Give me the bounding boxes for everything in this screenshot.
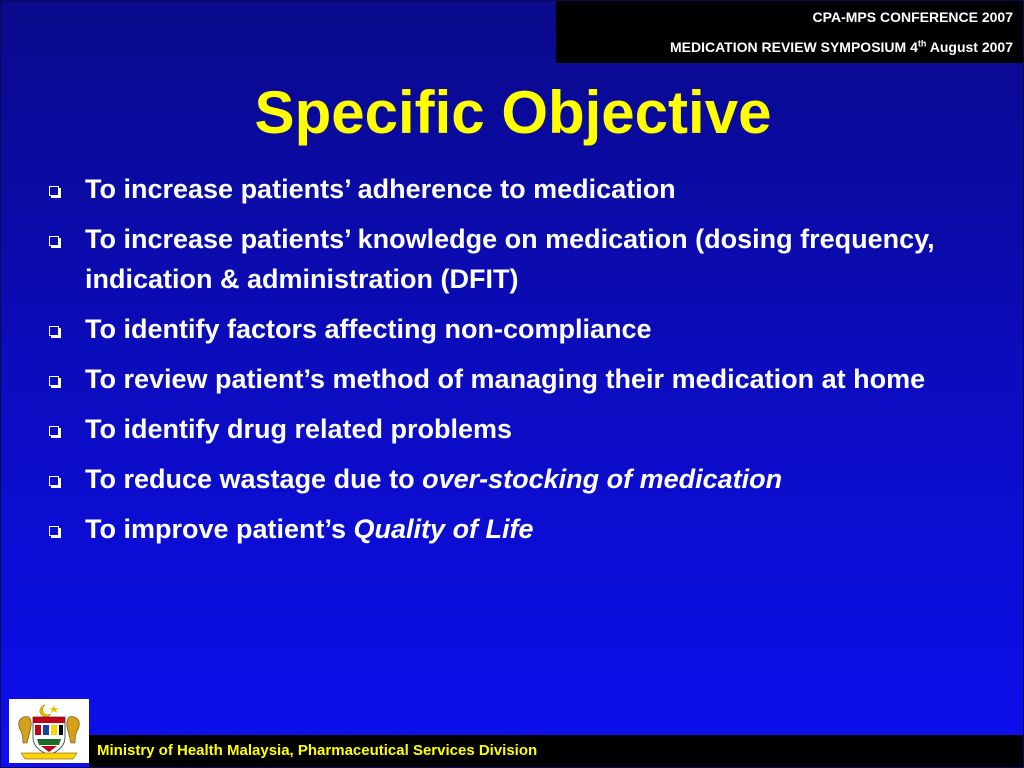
footer-bar xyxy=(89,735,1024,768)
objective-item xyxy=(45,169,1015,209)
square-bullet-icon xyxy=(49,476,59,486)
objective-emphasis: over-stocking of medication xyxy=(422,464,783,494)
objective-item xyxy=(45,459,1015,499)
objective-text: To identify drug related problems xyxy=(85,414,513,444)
footer-organization: Ministry of Health Malaysia, Pharmaceutical Services Division xyxy=(97,742,538,759)
square-bullet-icon xyxy=(49,426,59,436)
coat-of-arms-icon xyxy=(9,699,89,763)
coat-of-arms-logo xyxy=(9,699,89,763)
objective-text: To increase patients’ adherence to medication xyxy=(85,174,676,204)
objective-emphasis: Quality of Life xyxy=(353,514,534,544)
objective-text: To improve patient’s xyxy=(85,514,354,544)
symposium-line xyxy=(670,39,1013,55)
symposium-name: MEDICATION REVIEW SYMPOSIUM 4 xyxy=(670,39,918,55)
objective-text: To increase patients’ knowledge on medication (dosing frequency, indication & administration (DFIT) xyxy=(85,224,935,294)
objective-item xyxy=(45,309,1015,349)
conference-name: CPA-MPS CONFERENCE 2007 xyxy=(812,9,1013,25)
objective-item xyxy=(45,409,1015,449)
objective-item xyxy=(45,509,1015,549)
objective-item xyxy=(45,219,1015,299)
objective-text: To identify factors affecting non-compliance xyxy=(85,314,652,344)
square-bullet-icon xyxy=(49,186,59,196)
square-bullet-icon xyxy=(49,376,59,386)
square-bullet-icon xyxy=(49,236,59,246)
conference-header-box xyxy=(556,1,1024,63)
square-bullet-icon xyxy=(49,326,59,336)
objective-text: To reduce wastage due to xyxy=(85,464,423,494)
objective-text: To review patient’s method of managing their medication at home xyxy=(85,364,926,394)
objective-item xyxy=(45,359,1015,399)
square-bullet-icon xyxy=(49,526,59,536)
date-ordinal-suffix: th xyxy=(917,38,927,49)
objectives-list xyxy=(45,169,1015,559)
slide-title: Specific Objective xyxy=(254,79,772,146)
symposium-date: August 2007 xyxy=(926,39,1013,55)
